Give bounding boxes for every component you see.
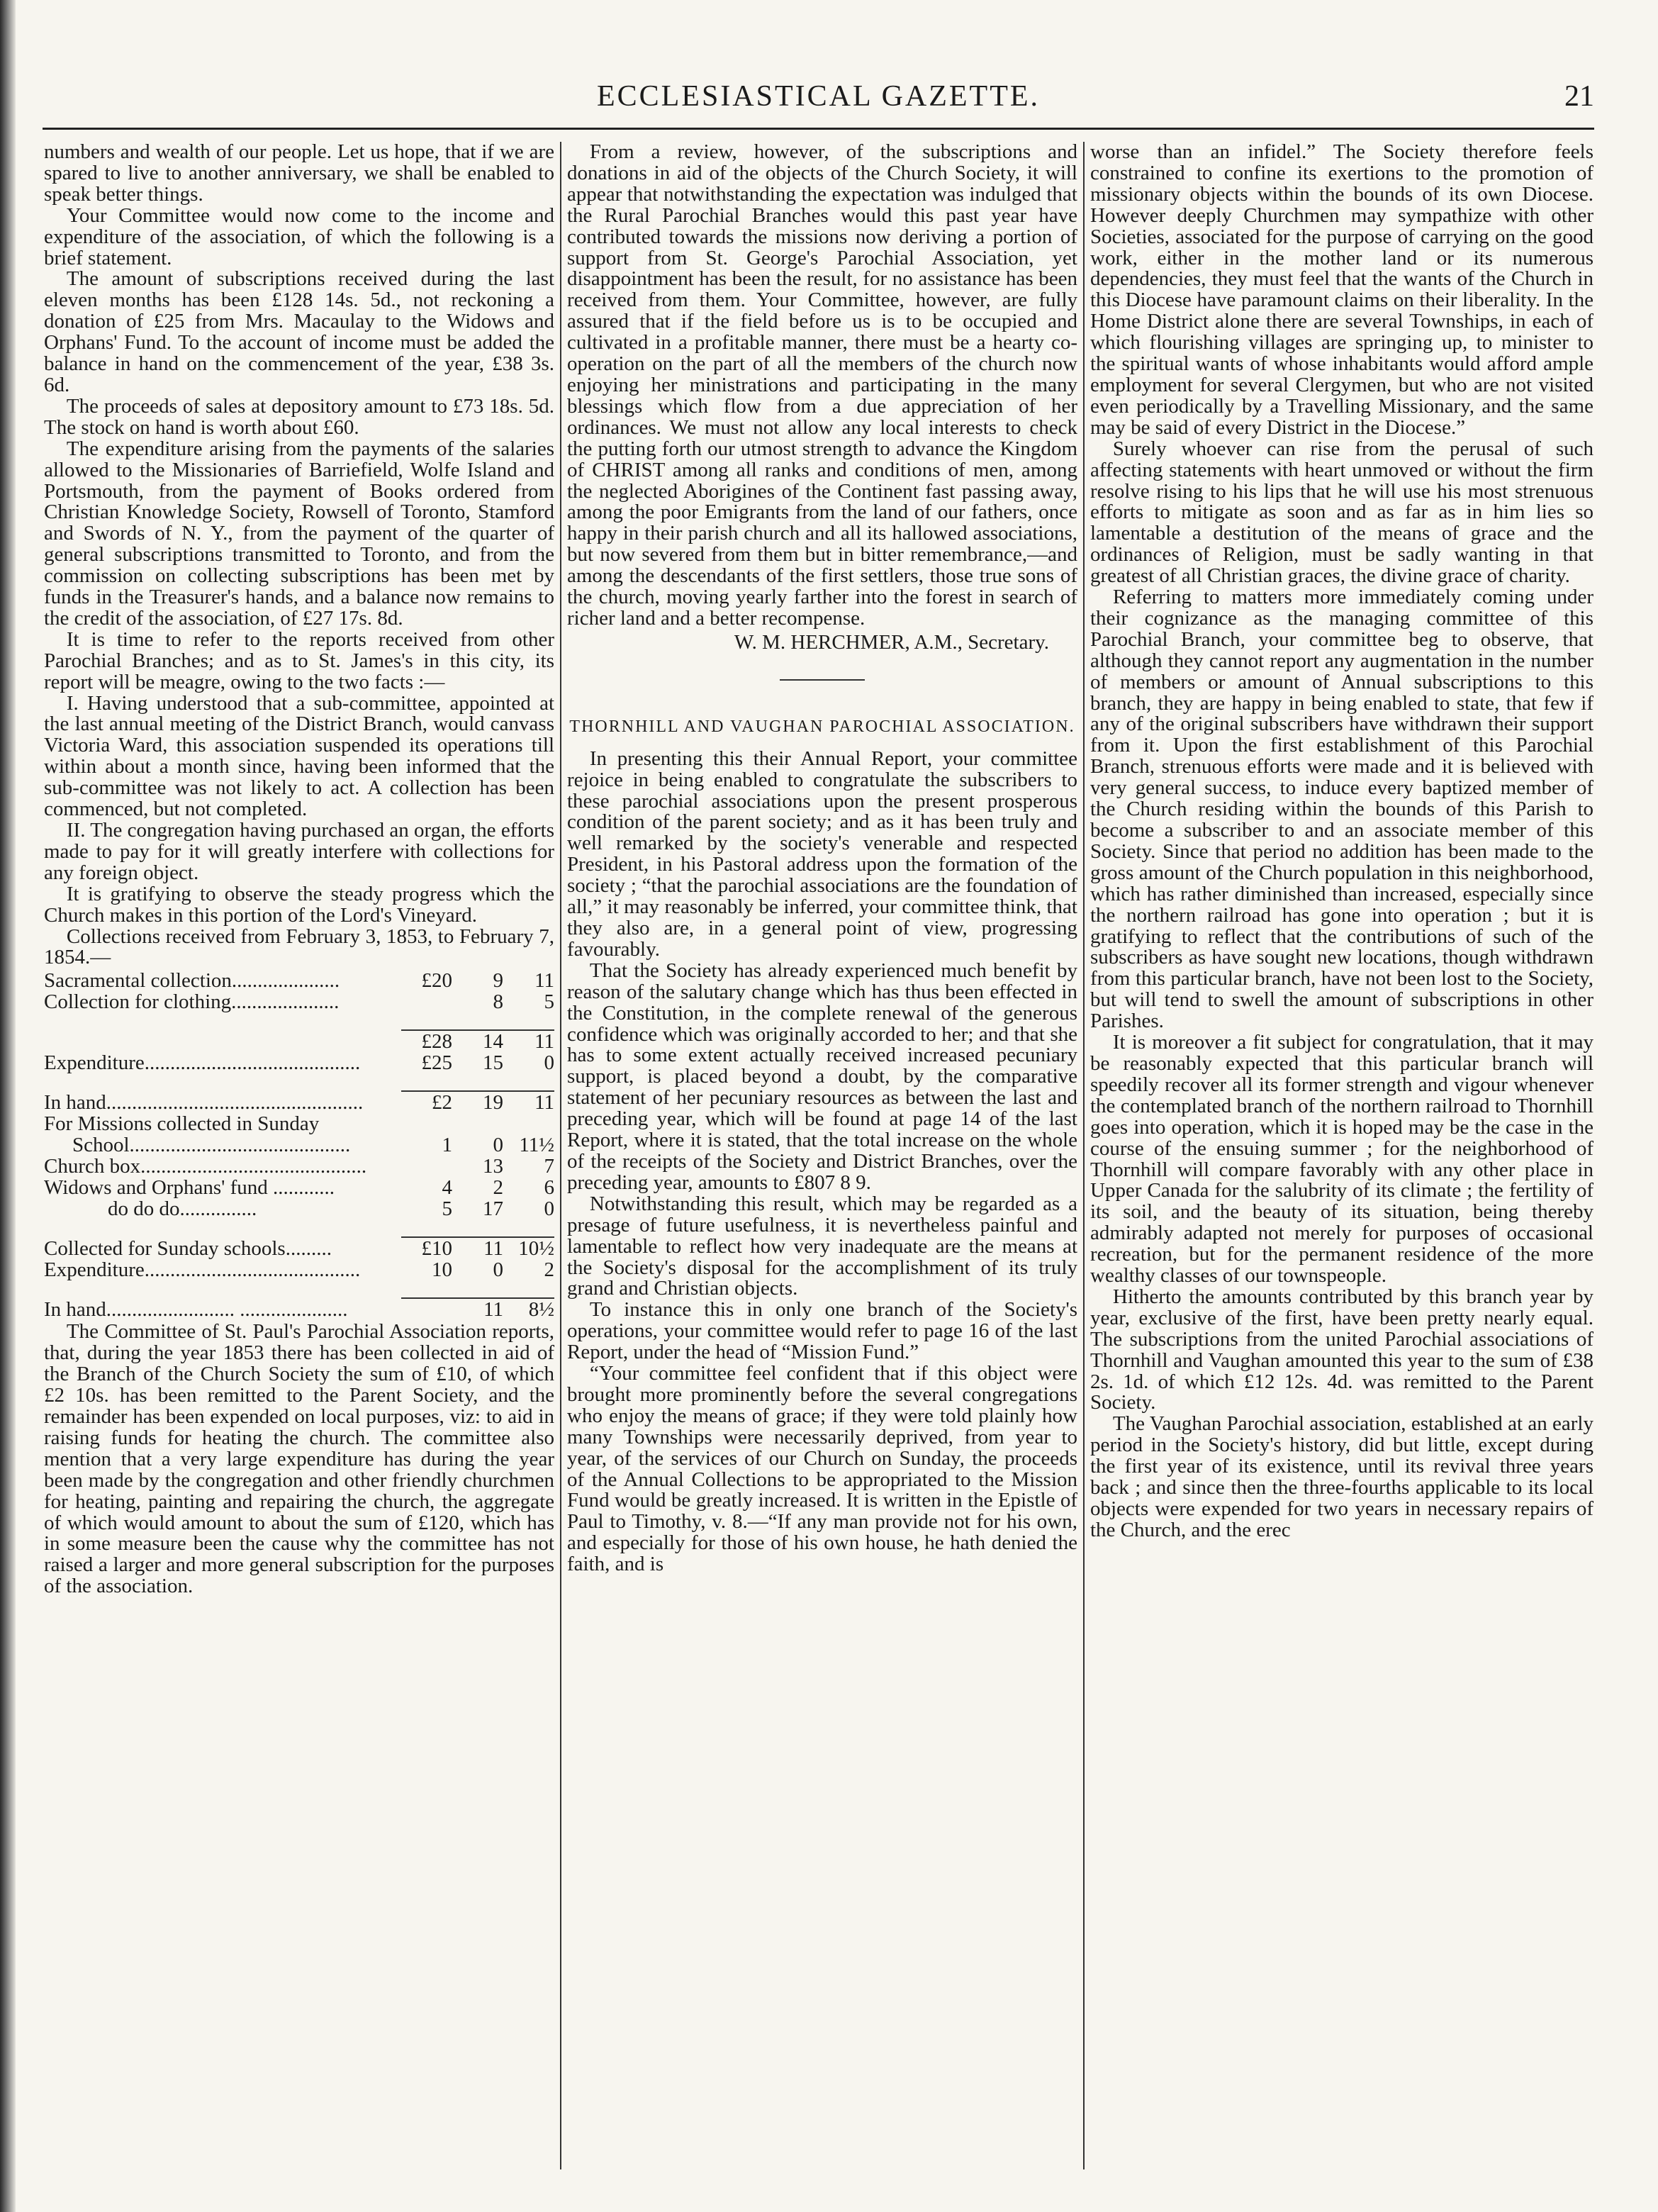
ledger-pounds: 4 (442, 1176, 452, 1200)
ledger-shillings: 15 (483, 1051, 503, 1075)
ledger-shillings: 11 (452, 1298, 503, 1320)
column-divider (560, 142, 561, 2169)
ledger-pounds: 1 (442, 1134, 452, 1157)
ledger-pence: 8½ (503, 1298, 554, 1320)
ledger-row (44, 1298, 554, 1320)
paragraph: numbers and wealth of our people. Let us hope, that if we are spared to live to another anniversary, we shall be enabled to speak better things. (44, 140, 554, 206)
ledger-label: For Missions collected in Sunday (44, 1112, 320, 1136)
ledger-pence: 10½ (503, 1237, 554, 1259)
column-right (1090, 142, 1593, 2169)
ledger-label: Sacramental collection..................... (44, 969, 340, 993)
secretary-signature: W. M. HERCHMER, A.M., Secretary. (734, 630, 1049, 654)
ledger-label: Collection for clothing..................... (44, 990, 340, 1014)
ledger-pence: 11 (503, 1030, 554, 1052)
paragraph: In presenting this their Annual Report, your committee rejoice in being enabled to congratulate the subscribers to these parochial associations upon the present prosperous condition of the parent society; and as it has been truly and well remarked by the society's venerable and respected President, in his Pastoral address upon the formation of the society ; “that the parochial associations are the foundation of all,” it may reasonably be inferred, your committee think, that they also are, in a general point of view, progressing favourably. (567, 747, 1077, 961)
paragraph: The proceeds of sales at depository amount to £73 18s. 5d. The stock on hand is worth about £60. (44, 394, 554, 439)
ledger-row (44, 1134, 554, 1156)
ledger-row (44, 1259, 554, 1280)
ledger-pounds: 5 (442, 1197, 452, 1221)
page-number: 21 (1564, 80, 1594, 113)
ledger-label: In hand.................................................. (44, 1091, 364, 1115)
collections-ledger (44, 970, 554, 1320)
ledger-pounds (401, 1113, 452, 1134)
ledger-pounds: 10 (432, 1258, 452, 1282)
ledger-row (44, 1091, 554, 1113)
ledger-shillings: 11 (452, 1237, 503, 1259)
paragraph: The expenditure arising from the payments of the salaries allowed to the Missionaries of Barriefield, Wolfe Island and Portsmouth, from the payment of Books ordered from Christian Knowledge Society, Rowsell of Toronto, Stamford and Swords of N. Y., from the payment of the quarter of general subscriptions transmitted to Toronto, and from the commission on collecting subscriptions has been met by funds in the Treasurer's hands, and a balance now remains to the credit of the association, of £27 17s. 8d. (44, 437, 554, 630)
ledger-label: Collected for Sunday schools......... (44, 1237, 332, 1261)
paragraph: From a review, however, of the subscriptions and donations in aid of the objects of the Church Society, it will appear that notwithstanding the expectation was indulged that the Rural Parochial Branches would this past year have contributed towards the missions now deriving a portion of support from St. George's Parochial Association, yet disappointment has been the result, for no assistance has been received from them. Your Committee, however, are fully assured that if the field before us is to be occupied and cultivated in a profitable manner, there must be a hearty co-operation on the part of all the members of the church now enjoying her ministrations and participating in the many blessings which flow from a due appreciation of her ordinances. We must not allow any local interests to check the putting forth our utmost strength to advance the Kingdom of CHRIST among all ranks and conditions of men, among the neglected Aborigines of the Continent fast passing away, among the poor Emigrants from the land of our fathers, once happy in their parish church and all its hallowed associations, but now severed from them but in bitter remembrance,—and among the descendants of the first settlers, those true sons of the church, moving yearly farther into the forest in search of richer land and a better recompense. (567, 140, 1077, 630)
ledger-pence: 6 (544, 1176, 554, 1200)
ledger-row (44, 1052, 554, 1073)
ledger-pence: 0 (544, 1051, 554, 1075)
paragraph: “Your committee feel confident that if this object were brought more prominently before the several congregations who enjoy the means of grace; if they were told plainly how many Townships were necessarily deprived, from year to year, of the services of our Church on Sunday, the proceeds of the Annual Collections to be appropriated to the Mission Fund would be greatly increased. It is written in the Epistle of Paul to Timothy, v. 8.—“If any man provide not for his own, and especially for those of his own house, he hath denied the faith, and is (567, 1362, 1077, 1576)
ledger-row (44, 1113, 554, 1134)
paragraph: The Committee of St. Paul's Parochial Association reports, that, during the year 1853 there has been collected in aid of the Branch of the Church Society the sum of £10, of which £2 10s. has been remitted to the Parent Society, and the remainder has been expended on local purposes, viz: to aid in raising funds for heating the church. The committee also mention that a very large expenditure has during the year been made by the congregation and other friendly churchmen for heating, painting and repairing the church, the aggregate of which would amount to about the sum of £120, which has in some measure been the cause why the committee has not raised a larger and more general subscription for the purposes of the association. (44, 1320, 554, 1598)
ledger-label: Widows and Orphans' fund ............ (44, 1176, 335, 1200)
ledger-pence: 7 (544, 1155, 554, 1178)
paragraph: Referring to matters more immediately coming under their cognizance as the managing committee of this Parochial Branch, your committee beg to observe, that although they cannot report any augmentation in the number of members or amount of Annual subscriptions to this branch, they are happy in being enabled to state, that few if any of the original subscribers have withdrawn their support from it. Upon the first establishment of this Parochial Branch, strenuous efforts were made and it is believed with very general success, to induce every baptized member of the Church residing within the bounds of this Parish to become a subscriber to and an associate member of this Society. Since that period no addition has been made to the gross amount of the Church population in this neighborhood, which has rather diminished than increased, especially since the northern railroad has gone into operation ; but it is gratifying to reflect that the contributions of such of the subscribers as have sought new locations, though withdrawn from this particular branch, have not been lost to the Society, but will tend to swell the amount of subscriptions in other Parishes. (1090, 586, 1593, 1033)
ledger-pence: 0 (544, 1197, 554, 1221)
paragraph: II. The congregation having purchased an organ, the efforts made to pay for it will greatly interfere with collections for any foreign object. (44, 819, 554, 884)
scanned-page-edge (0, 0, 16, 2212)
paragraph: That the Society has already experienced much benefit by reason of the salutary change which has thus been effected in the Constitution, in the complete renewal of the generous confidence which was originally accorded to her; and that she has to some extent actually received increased pecuniary support, is placed beyond a doubt, by the comparative statement of her pecuniary resources as between the last and preceding year, which will be found at page 14 of the last Report, where it is stated, that the total increase on the whole of the receipts of the Society and District Branches, over the preceding year, amounts to £807 8 9. (567, 959, 1077, 1194)
ledger-pence (503, 1113, 554, 1134)
ledger-pounds: £28 (401, 1030, 452, 1052)
ledger-shillings (452, 1113, 503, 1134)
paragraph: To instance this in only one branch of the Society's operations, your committee would refer to page 16 of the last Report, under the head of “Mission Fund.” (567, 1298, 1077, 1364)
paragraph: I. Having understood that a sub-committee, appointed at the last annual meeting of the District Branch, would canvass Victoria Ward, this association suspended its operations till within about a month since, having been informed that the sub-committee was not likely to act. A collection has been commenced, but not completed. (44, 691, 554, 821)
paragraph: The amount of subscriptions received during the last eleven months has been £128 14s. 5d., not reckoning a donation of £25 from Mrs. Macaulay to the Widows and Orphans' Fund. To the account of income must be added the balance in hand on the commencement of the year, £38 3s. 6d. (44, 267, 554, 396)
ledger-pence: 2 (544, 1258, 554, 1282)
ledger-pence: 11½ (519, 1134, 554, 1157)
ledger-shillings: 17 (483, 1197, 503, 1221)
paragraph: It is gratifying to observe the steady progress which the Church makes in this portion of the Lord's Vineyard. (44, 882, 554, 927)
ledger-label: Church box............................................ (44, 1155, 367, 1178)
paragraph: Hitherto the amounts contributed by this branch year by year, exclusive of the first, have been pretty nearly equal. The subscriptions from the united Parochial associations of Thornhill and Vaughan amounted this year to the sum of £38 2s. 1d. of which £12 12s. 4d. was remitted to the Parent Society. (1090, 1285, 1593, 1414)
ledger-pence: 11 (534, 969, 554, 993)
ledger-pounds (401, 991, 452, 1012)
paragraph: Collections received from February 3, 1853, to February 7, 1854.— (44, 925, 554, 969)
ledger-pence: 11 (503, 1091, 554, 1113)
ledger-label: In hand......................... ..................... (44, 1298, 348, 1322)
ledger-label: do do do............... (108, 1197, 257, 1221)
ledger-pounds: £2 (401, 1091, 452, 1113)
column-middle (567, 142, 1077, 2169)
ledger-row (44, 1156, 554, 1177)
ledger-pounds: £25 (421, 1051, 452, 1075)
ledger-shillings: 9 (493, 969, 503, 993)
ledger-row (44, 991, 554, 1012)
paragraph: It is time to refer to the reports received from other Parochial Branches; and as to St. James's in this city, its report will be meagre, owing to the two facts :— (44, 627, 554, 693)
column-divider (1083, 142, 1085, 2169)
header-rule (43, 128, 1594, 130)
section-heading: THORNHILL AND VAUGHAN PAROCHIAL ASSOCIATION. (569, 717, 1075, 736)
paragraph: It is moreover a fit subject for congratulation, that it may be reasonably expected that this particular branch will speedily recover all its former strength and vigour whenever the contemplated branch of the northern railroad to Thornhill goes into operation, which it is hoped may be the case in the course of the ensuing summer ; for the neighborhood of Thornhill will compare favorably with any other place in Upper Canada for the salubrity of its climate ; the fertility of its soil, and the beauty of its situation, being thereby admirably adapted not merely for purposes of occasional recreation, but for the permanent residence of the more wealthy classes of our townspeople. (1090, 1031, 1593, 1287)
ledger-pounds (401, 1298, 452, 1320)
ledger-row (44, 1177, 554, 1198)
ledger-pounds (401, 1156, 452, 1177)
publication-title: ECCLESIASTICAL GAZETTE. (596, 80, 1041, 113)
ledger-row (44, 1030, 554, 1052)
ledger-row (44, 1198, 554, 1219)
ledger-label (44, 1030, 401, 1052)
ledger-shillings: 8 (493, 990, 503, 1014)
ledger-shillings: 0 (493, 1258, 503, 1282)
ledger-shillings: 0 (493, 1134, 503, 1157)
ledger-pence: 5 (544, 990, 554, 1014)
ledger-row (44, 970, 554, 991)
ledger-pounds: £10 (401, 1237, 452, 1259)
ledger-label: School........................................... (72, 1134, 351, 1157)
ledger-row (44, 1237, 554, 1259)
paragraph: worse than an infidel.” The Society therefore feels constrained to confine its exertions to the promotion of missionary objects within the bounds of its own Diocese. However deeply Churchmen may sympathize with other Societies, associated for the purpose of carrying on the good work, either in the mother land or its numerous dependencies, they must feel that the wants of the Church in this Diocese have paramount claims on their liberality. In the Home District alone there are several Townships, in each of which flourishing villages are springing up, to minister to the spiritual wants of whose inhabitants would afford ample employment for several Clergymen, but who are not visited even periodically by a Travelling Missionary, and the same may be said of every District in the Diocese.” (1090, 140, 1593, 439)
paragraph: Your Committee would now come to the income and expenditure of the association, of which the following is a brief statement. (44, 203, 554, 269)
paragraph: Surely whoever can rise from the perusal of such affecting statements with heart unmoved or without the firm resolve rising to his lips that he will use his most strenuous efforts to mitigate as soon and as far as in him lies so lamentable a destitution of the means of grace and the ordinances of Religion, must be sadly wanting in that greatest of all Christian graces, the divine grace of charity. (1090, 437, 1593, 588)
section-separator (780, 679, 865, 681)
paragraph: Notwithstanding this result, which may be regarded as a presage of future usefulness, it is nevertheless painful and lamentable to reflect how very inadequate are the means at the Society's disposal for the accomplishment of its truly grand and Christian objects. (567, 1192, 1077, 1300)
ledger-shillings: 19 (452, 1091, 503, 1113)
ledger-label: Expenditure.......................................... (44, 1051, 361, 1075)
running-header (43, 79, 1594, 118)
ledger-label: Expenditure.......................................... (44, 1258, 361, 1282)
ledger-pounds: £20 (421, 969, 452, 993)
ledger-shillings: 2 (493, 1176, 503, 1200)
paragraph: The Vaughan Parochial association, established at an early period in the Society's history, did but little, except during the first year of its existence, until its revival three years back ; and since then the three-fourths applicable to its local objects were expended for two years in necessary repairs of the Church, and the erec (1090, 1412, 1593, 1541)
ledger-shillings: 14 (452, 1030, 503, 1052)
column-left (44, 142, 554, 2169)
ledger-shillings: 13 (483, 1155, 503, 1178)
